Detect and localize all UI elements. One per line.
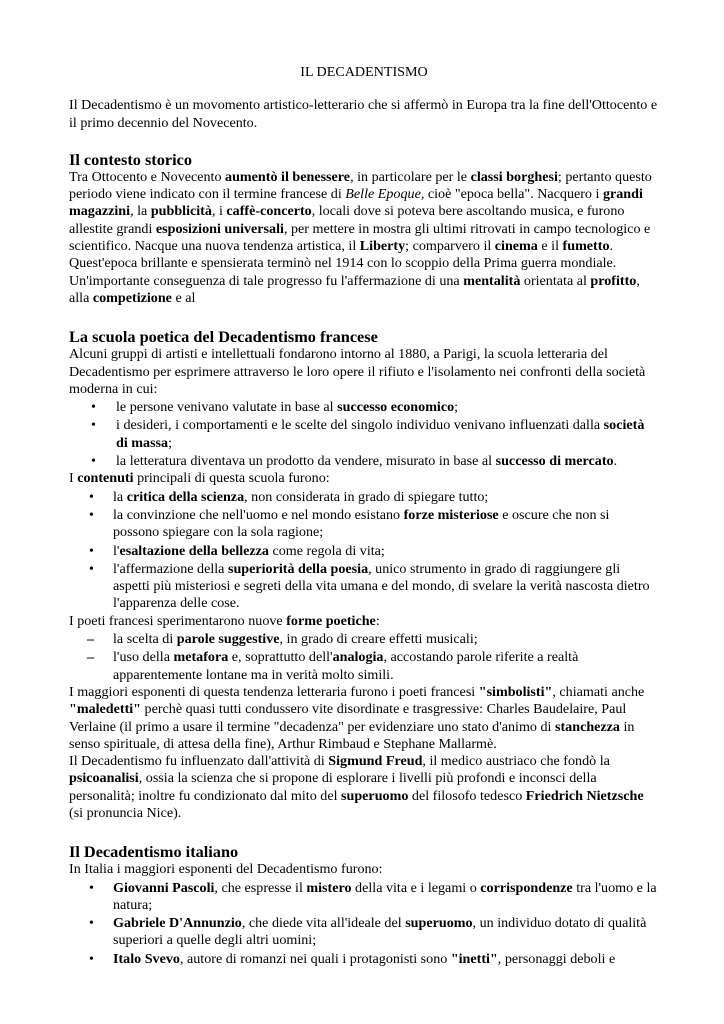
bullet-list [69,399,659,470]
text-run: tra l'uomo e la natura; [113,879,657,913]
bullet-icon: • [89,879,94,896]
text-run: e il [537,238,563,255]
list-item [69,880,659,915]
bold-term: Gabriele D'Annunzio [113,915,242,932]
bold-term: psicoanalisi [69,770,139,787]
text-run: ; [454,399,459,416]
text-run: ; pertanto questo periodo viene indicato con il termine francese di [69,168,652,203]
bold-term: profitto [590,272,637,289]
section-decadentismo-italiano [69,842,659,968]
dash-icon: – [87,649,95,666]
dash-icon: – [87,631,95,648]
bold-term: successo di mercato [495,453,614,470]
section-scuola-francese [69,327,659,822]
text-run: I maggiori esponenti di questa tendenza letteraria furono i poeti francesi [69,683,479,700]
bold-term: Italo Svevo [113,950,180,967]
italic-term: Belle Epoque, [345,186,425,203]
text-run: , accostando parole riferite a realtà apparentemente lontane ma in verità molto simili. [113,649,579,683]
bullet-icon: • [91,417,96,434]
bold-term: superuomo [405,915,473,932]
text-run: principali di questa scuola furono: [133,470,330,487]
bold-term: grandi magazzini [69,186,643,220]
list-item [69,631,659,648]
bold-term: pubblicità [150,203,212,220]
text-run: , chiamati anche [552,683,645,700]
list-item [69,489,659,506]
text-run: ; [168,434,173,451]
text-run: , alla [69,272,640,306]
bullet-icon: • [89,950,94,967]
text-run: della vita e i legami o [351,879,481,896]
bold-term: superiorità della poesia [227,560,369,577]
list-item [69,951,659,968]
text-run: e oscure che non si possono spiegare con la sola ragione; [113,506,610,541]
bullet-icon: • [91,399,96,416]
list-item [69,399,659,416]
text-run: la letteratura diventava un prodotto da vendere, misurato in base al [116,453,496,470]
section-paragraph [69,613,659,630]
section-heading: La scuola poetica del Decadentismo francese [69,327,378,347]
text-run: orientata al [520,272,591,289]
text-run: , i [211,203,227,220]
section-paragraph [69,684,659,753]
bold-term: critica della scienza [126,488,245,505]
text-run: ; comparvero il [405,238,495,255]
text-run: , locali dove si poteva bere ascoltando musica, e furono allestite grandi [69,203,625,237]
bold-term: fumetto [562,238,610,255]
text-run: i desideri, i comportamenti e le scelte del singolo individuo venivano influenzati dalla [116,417,604,434]
text-run: , un individuo dotato di qualità superiori a quelle degli altri uomini; [113,915,647,949]
text-run: l' [113,542,120,559]
bold-term: superuomo [341,787,409,804]
text-run: : [375,612,380,629]
text-run: , unico strumento in grado di raggiungere gli aspetti più misteriosi e segreti della vita umana e del mondo, di svelare la verità nascosta dietro l'apparenza delle cose. [113,560,650,612]
list-item [69,507,659,542]
text-run: , ossia la scienza che si propone di esplorare i livelli più profondi e inconsci della personalità; inoltre fu condizionato dal mito del [69,770,597,804]
text-run: . Quest'epoca brillante e spensierata terminò nel 1914 con lo scoppio della Prima guerra mondiale. Un'importante conseguenza di tale progresso fu l'affermazione di una [69,238,617,289]
section-paragraph: Alcuni gruppi di artisti e intellettuali fondarono intorno al 1880, a Parigi, la scuola letteraria del Decadentismo per esprimere attraverso le loro opere il rifiuto e l'isolamento nei confronti della società moderna in cui: [69,346,646,397]
text-run: la convinzione che nell'uomo e nel mondo esistano [113,506,404,523]
dash-list [69,631,659,684]
text-run: (si pronuncia Nice). [69,804,182,821]
text-run: la [113,488,127,505]
text-run: , che diede vita all'ideale del [241,915,406,932]
section-contesto-storico [69,150,659,307]
bold-term: contenuti [77,470,134,487]
bullet-icon: • [89,560,94,577]
bold-term: Giovanni Pascoli [113,879,215,896]
bold-term: cinema [494,238,538,255]
bold-term: mistero [306,879,352,896]
text-run: l'affermazione della [113,560,228,577]
text-run: la scelta di [113,631,177,648]
intro-paragraph: Il Decadentismo è un movomento artistico-letterario che si affermò in Europa tra la fine dell'Ottocento e il primo decennio del Novecento. [69,97,658,131]
text-run: in senso spirituale, di attesa della fine), Arthur Rimbaud e Stephane Mallarmè. [69,718,635,752]
text-run: le persone venivano valutate in base al [116,399,338,416]
text-run: l'uso della [113,649,174,666]
text-run: , autore di romanzi nei quali i protagonisti sono [179,950,451,967]
section-paragraph [69,169,659,307]
bold-term: forze misteriose [403,506,499,523]
list-item [69,453,659,470]
bold-term: aumentò il benessere [225,168,351,185]
bullet-icon: • [89,506,94,523]
text-run: I [69,470,78,487]
bold-term: analogia [332,649,384,666]
text-run: , non considerata in grado di spiegare tutto; [244,488,489,505]
text-run: Il Decadentismo fu influenzato dall'attività di [69,753,329,770]
bullet-icon: • [89,488,94,505]
list-item [69,649,659,684]
bold-term: parole suggestive [176,631,280,648]
text-run: , in particolare per le [350,168,471,185]
text-run: . [613,453,618,470]
text-run: , in grado di creare effetti musicali; [279,631,478,648]
bold-term: corrispondenze [480,879,573,896]
bullet-list [69,880,659,968]
bold-term: "inetti" [450,950,498,967]
section-heading: Il Decadentismo italiano [69,842,239,862]
text-run: , per mettere in mostra gli ultimi ritrovati in campo tecnologico e scientifico. Nacque una nuova tendenza artistica, il [69,220,651,255]
bold-term: società di massa [116,417,645,451]
section-paragraph [69,753,659,822]
text-run: e, soprattutto dell' [228,649,333,666]
text-run: , la [130,203,151,220]
bold-term: Friedrich Nietzsche [525,787,644,804]
bullet-list [69,489,659,613]
bold-term: esaltazione della bellezza [119,542,269,559]
text-run: Tra Ottocento e Novecento [69,168,226,185]
text-run: , il medico austriaco che fondò la [422,753,610,770]
text-run: e al [171,289,196,306]
list-item [69,543,659,560]
bold-term: caffè-concerto [226,203,312,220]
bold-term: Sigmund Freud [328,753,423,770]
list-item [69,915,659,950]
text-run: cioè "epoca bella". Nacquero i [424,186,603,203]
bold-term: Liberty [359,238,406,255]
bold-term: metafora [173,649,229,666]
bold-term: esposizioni universali [155,220,284,237]
document-title: IL DECADENTISMO [300,64,428,80]
bullet-icon: • [89,542,94,559]
section-paragraph [69,470,659,487]
list-item [69,561,659,613]
bold-term: competizione [92,289,172,306]
bold-term: mentalità [463,272,521,289]
text-run: , che espresse il [214,879,307,896]
bold-term: "maledetti" [69,701,142,718]
text-run: perchè quasi tutti condussero vite disordinate e trasgressive: Charles Baudelaire, Paul Verlaine (il primo a usare il termine "decadenza" per evidenziare uno stato d'animo di [69,701,627,735]
section-paragraph: In Italia i maggiori esponenti del Decadentismo furono: [69,861,383,878]
bullet-icon: • [89,915,94,932]
section-heading: Il contesto storico [69,149,192,169]
list-item [69,417,659,452]
bold-term: forme poetiche [286,612,376,629]
text-run: I poeti francesi sperimentarono nuove [69,612,287,629]
bold-term: stanchezza [555,718,620,735]
bold-term: "simbolisti" [478,683,553,700]
bold-term: successo economico [337,399,455,416]
document-page [69,64,659,968]
text-run: del filosofo tedesco [408,787,526,804]
text-run: , personaggi deboli e [497,950,616,967]
bold-term: classi borghesi [470,168,558,185]
bullet-icon: • [91,453,96,470]
text-run: come regola di vita; [268,542,385,559]
